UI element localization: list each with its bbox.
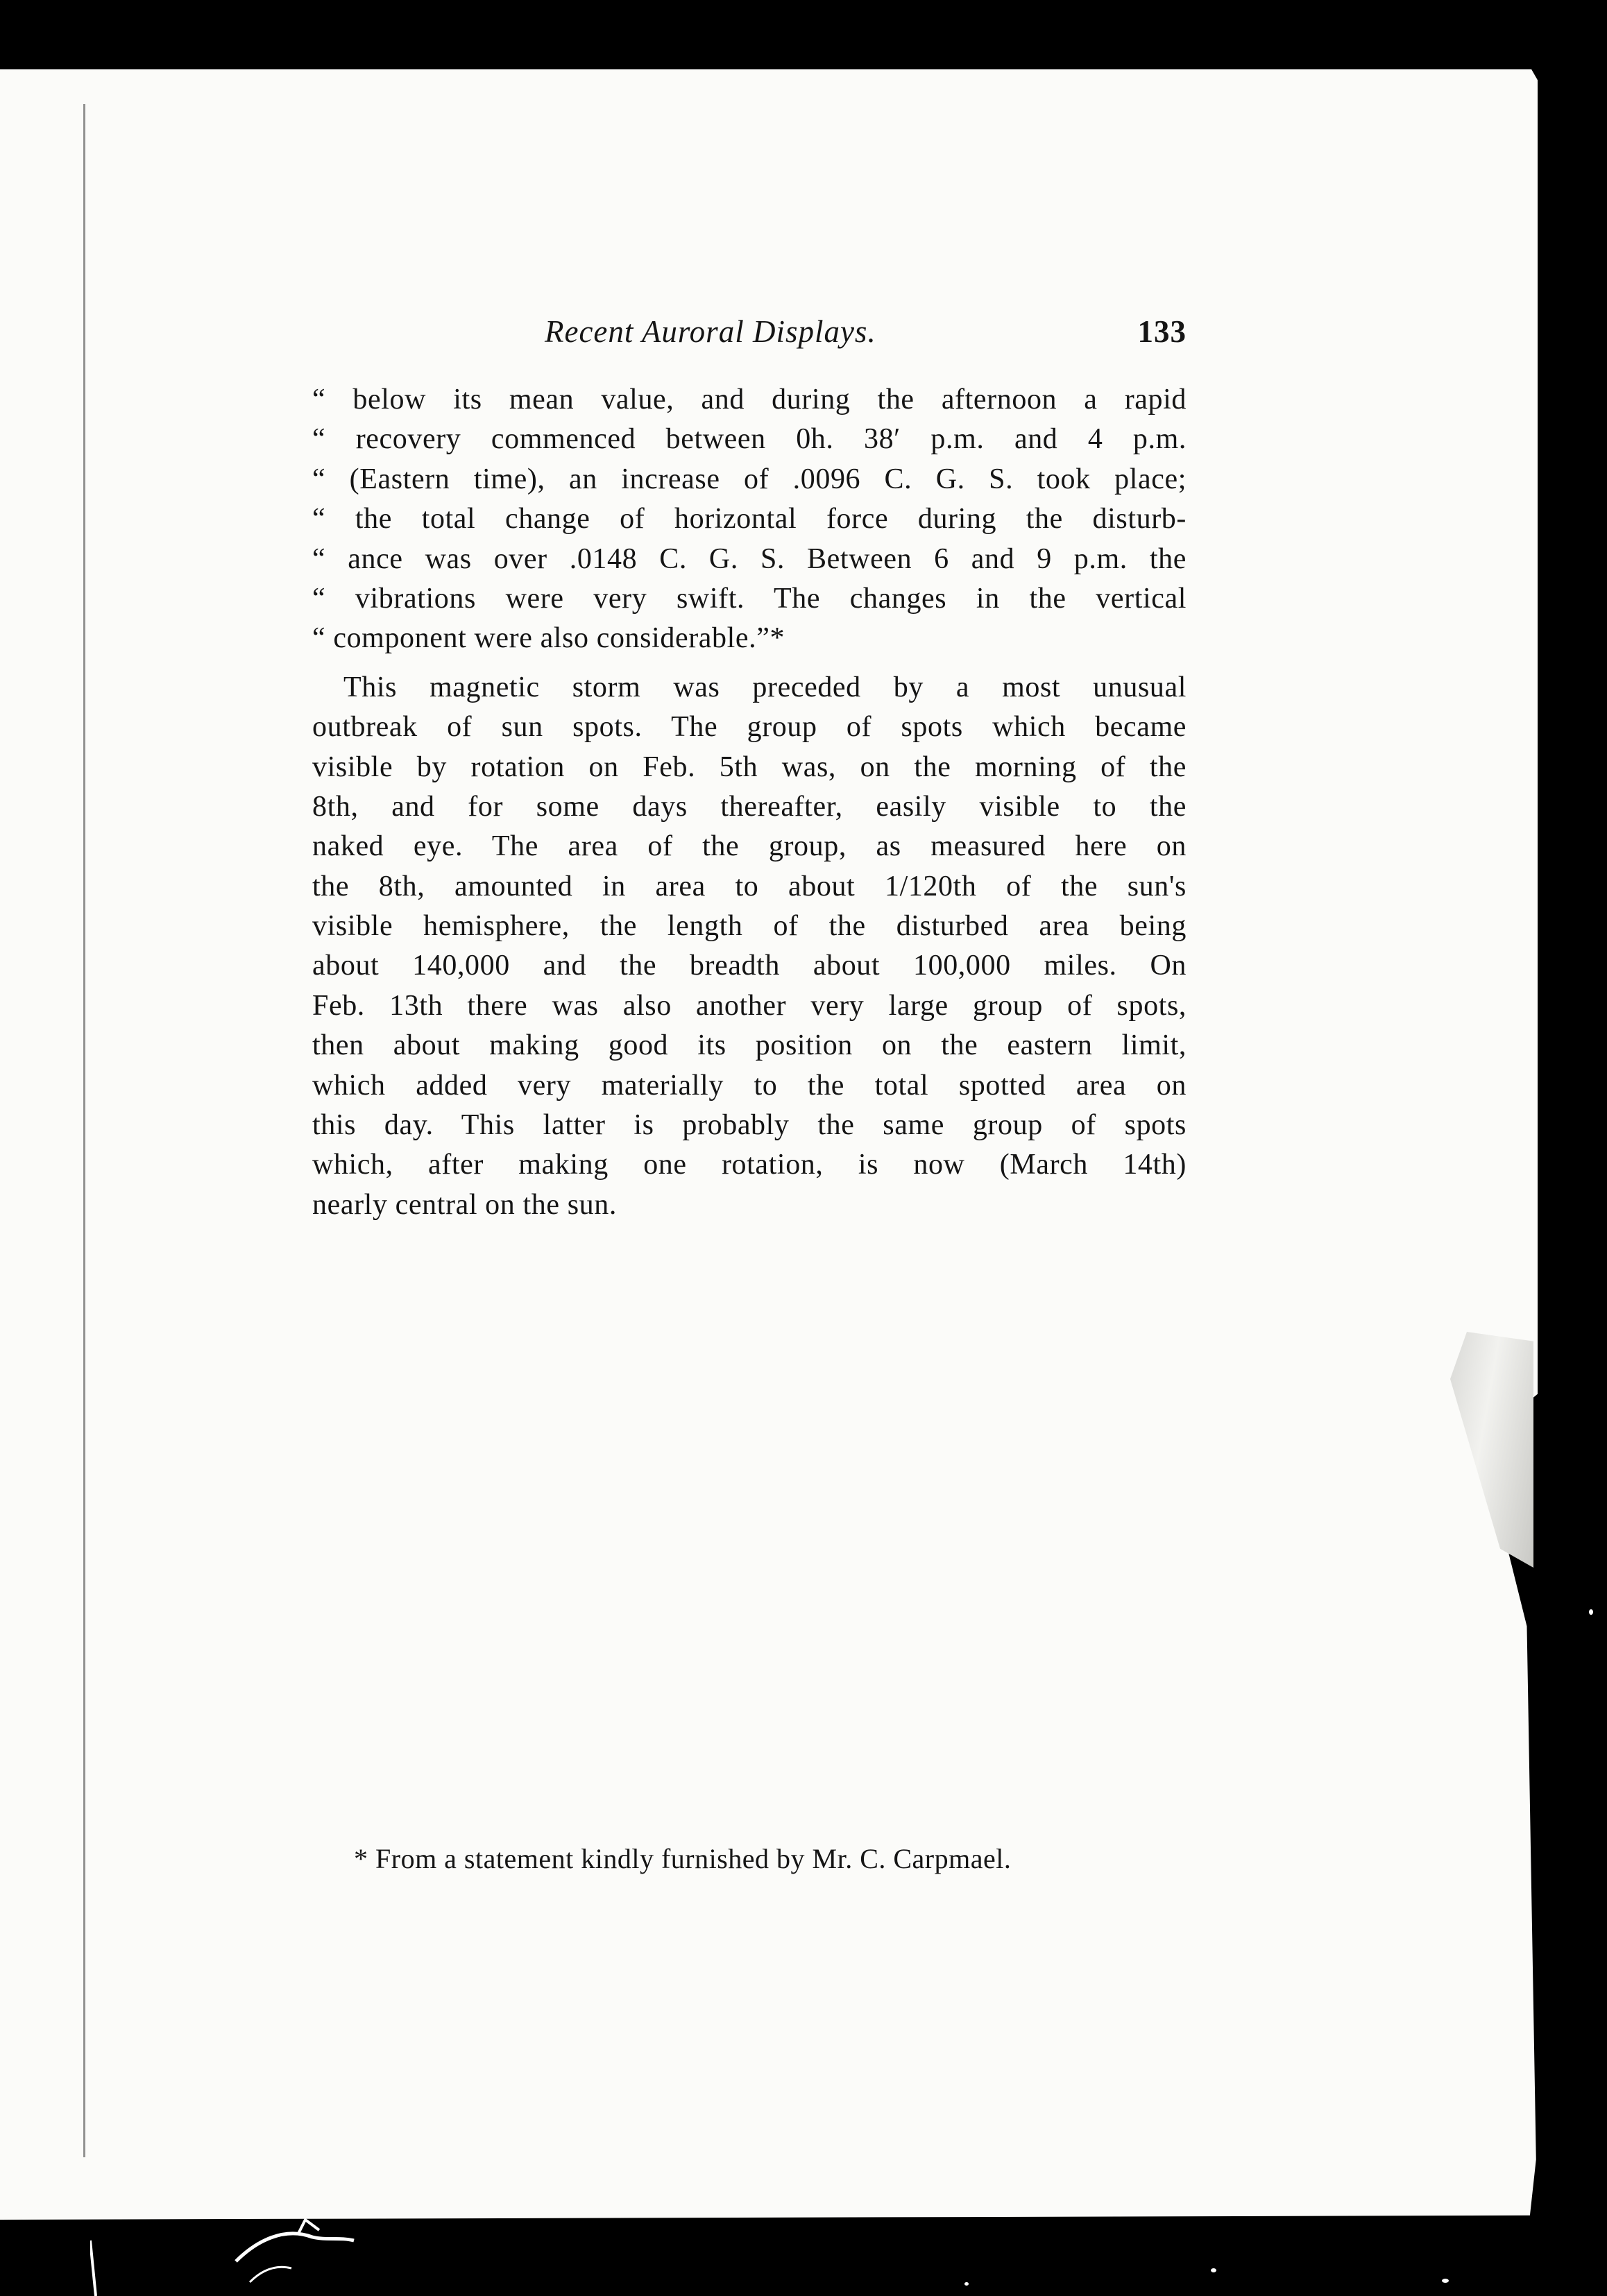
text-line: naked eye. The area of the group, as measured here on (312, 830, 1187, 863)
running-header (545, 314, 1187, 355)
text-line: This magnetic storm was preceded by a most unusual (343, 671, 1187, 703)
text-line: the 8th, amounted in area to about 1/120th of the sun's (312, 870, 1187, 902)
text-line: Feb. 13th there was also another very large group of spots, (312, 989, 1187, 1022)
text-line: “ vibrations were very swift. The changes in the vertical (312, 582, 1187, 615)
text-line: then about making good its position on the eastern limit, (312, 1029, 1187, 1062)
text-line: “ the total change of horizontal force during the disturb- (312, 503, 1187, 536)
page-number: 133 (1137, 314, 1187, 349)
footnote: * From a statement kindly furnished by Mr. C. Carpmael. (354, 1843, 1012, 1874)
running-title: Recent Auroral Displays. (545, 314, 876, 349)
text-line: “ recovery commenced between 0h. 38′ p.m. and 4 p.m. (312, 423, 1187, 456)
body-text (312, 380, 1187, 1225)
margin-scribble (90, 2199, 368, 2296)
scan-speck (964, 2282, 969, 2286)
page-edge-line (83, 104, 85, 2157)
text-line: “ component were also considerable.”* (312, 622, 785, 655)
scan-speck (1211, 2268, 1216, 2272)
text-line: about 140,000 and the breadth about 100,000 miles. On (312, 950, 1187, 982)
text-line: visible by rotation on Feb. 5th was, on the morning of the (312, 751, 1187, 783)
text-line: outbreak of sun spots. The group of spots which became (312, 711, 1187, 744)
text-line: “ ance was over .0148 C. G. S. Between 6 and 9 p.m. the (312, 542, 1187, 575)
scan-speck (1589, 1609, 1593, 1615)
text-line: visible hemisphere, the length of the disturbed area being (312, 910, 1187, 943)
text-line: this day. This latter is probably the same group of spots (312, 1109, 1187, 1142)
text-line: nearly central on the sun. (312, 1188, 617, 1221)
scan-speck (1442, 2279, 1449, 2283)
text-line: which added very materially to the total spotted area on (312, 1069, 1187, 1102)
text-line: “ (Eastern time), an increase of .0096 C. G. S. took place; (312, 463, 1187, 495)
text-line: “ below its mean value, and during the afternoon a rapid (312, 384, 1187, 415)
text-line: which, after making one rotation, is now (March 14th) (312, 1149, 1187, 1181)
text-line: 8th, and for some days thereafter, easily visible to the (312, 790, 1187, 823)
